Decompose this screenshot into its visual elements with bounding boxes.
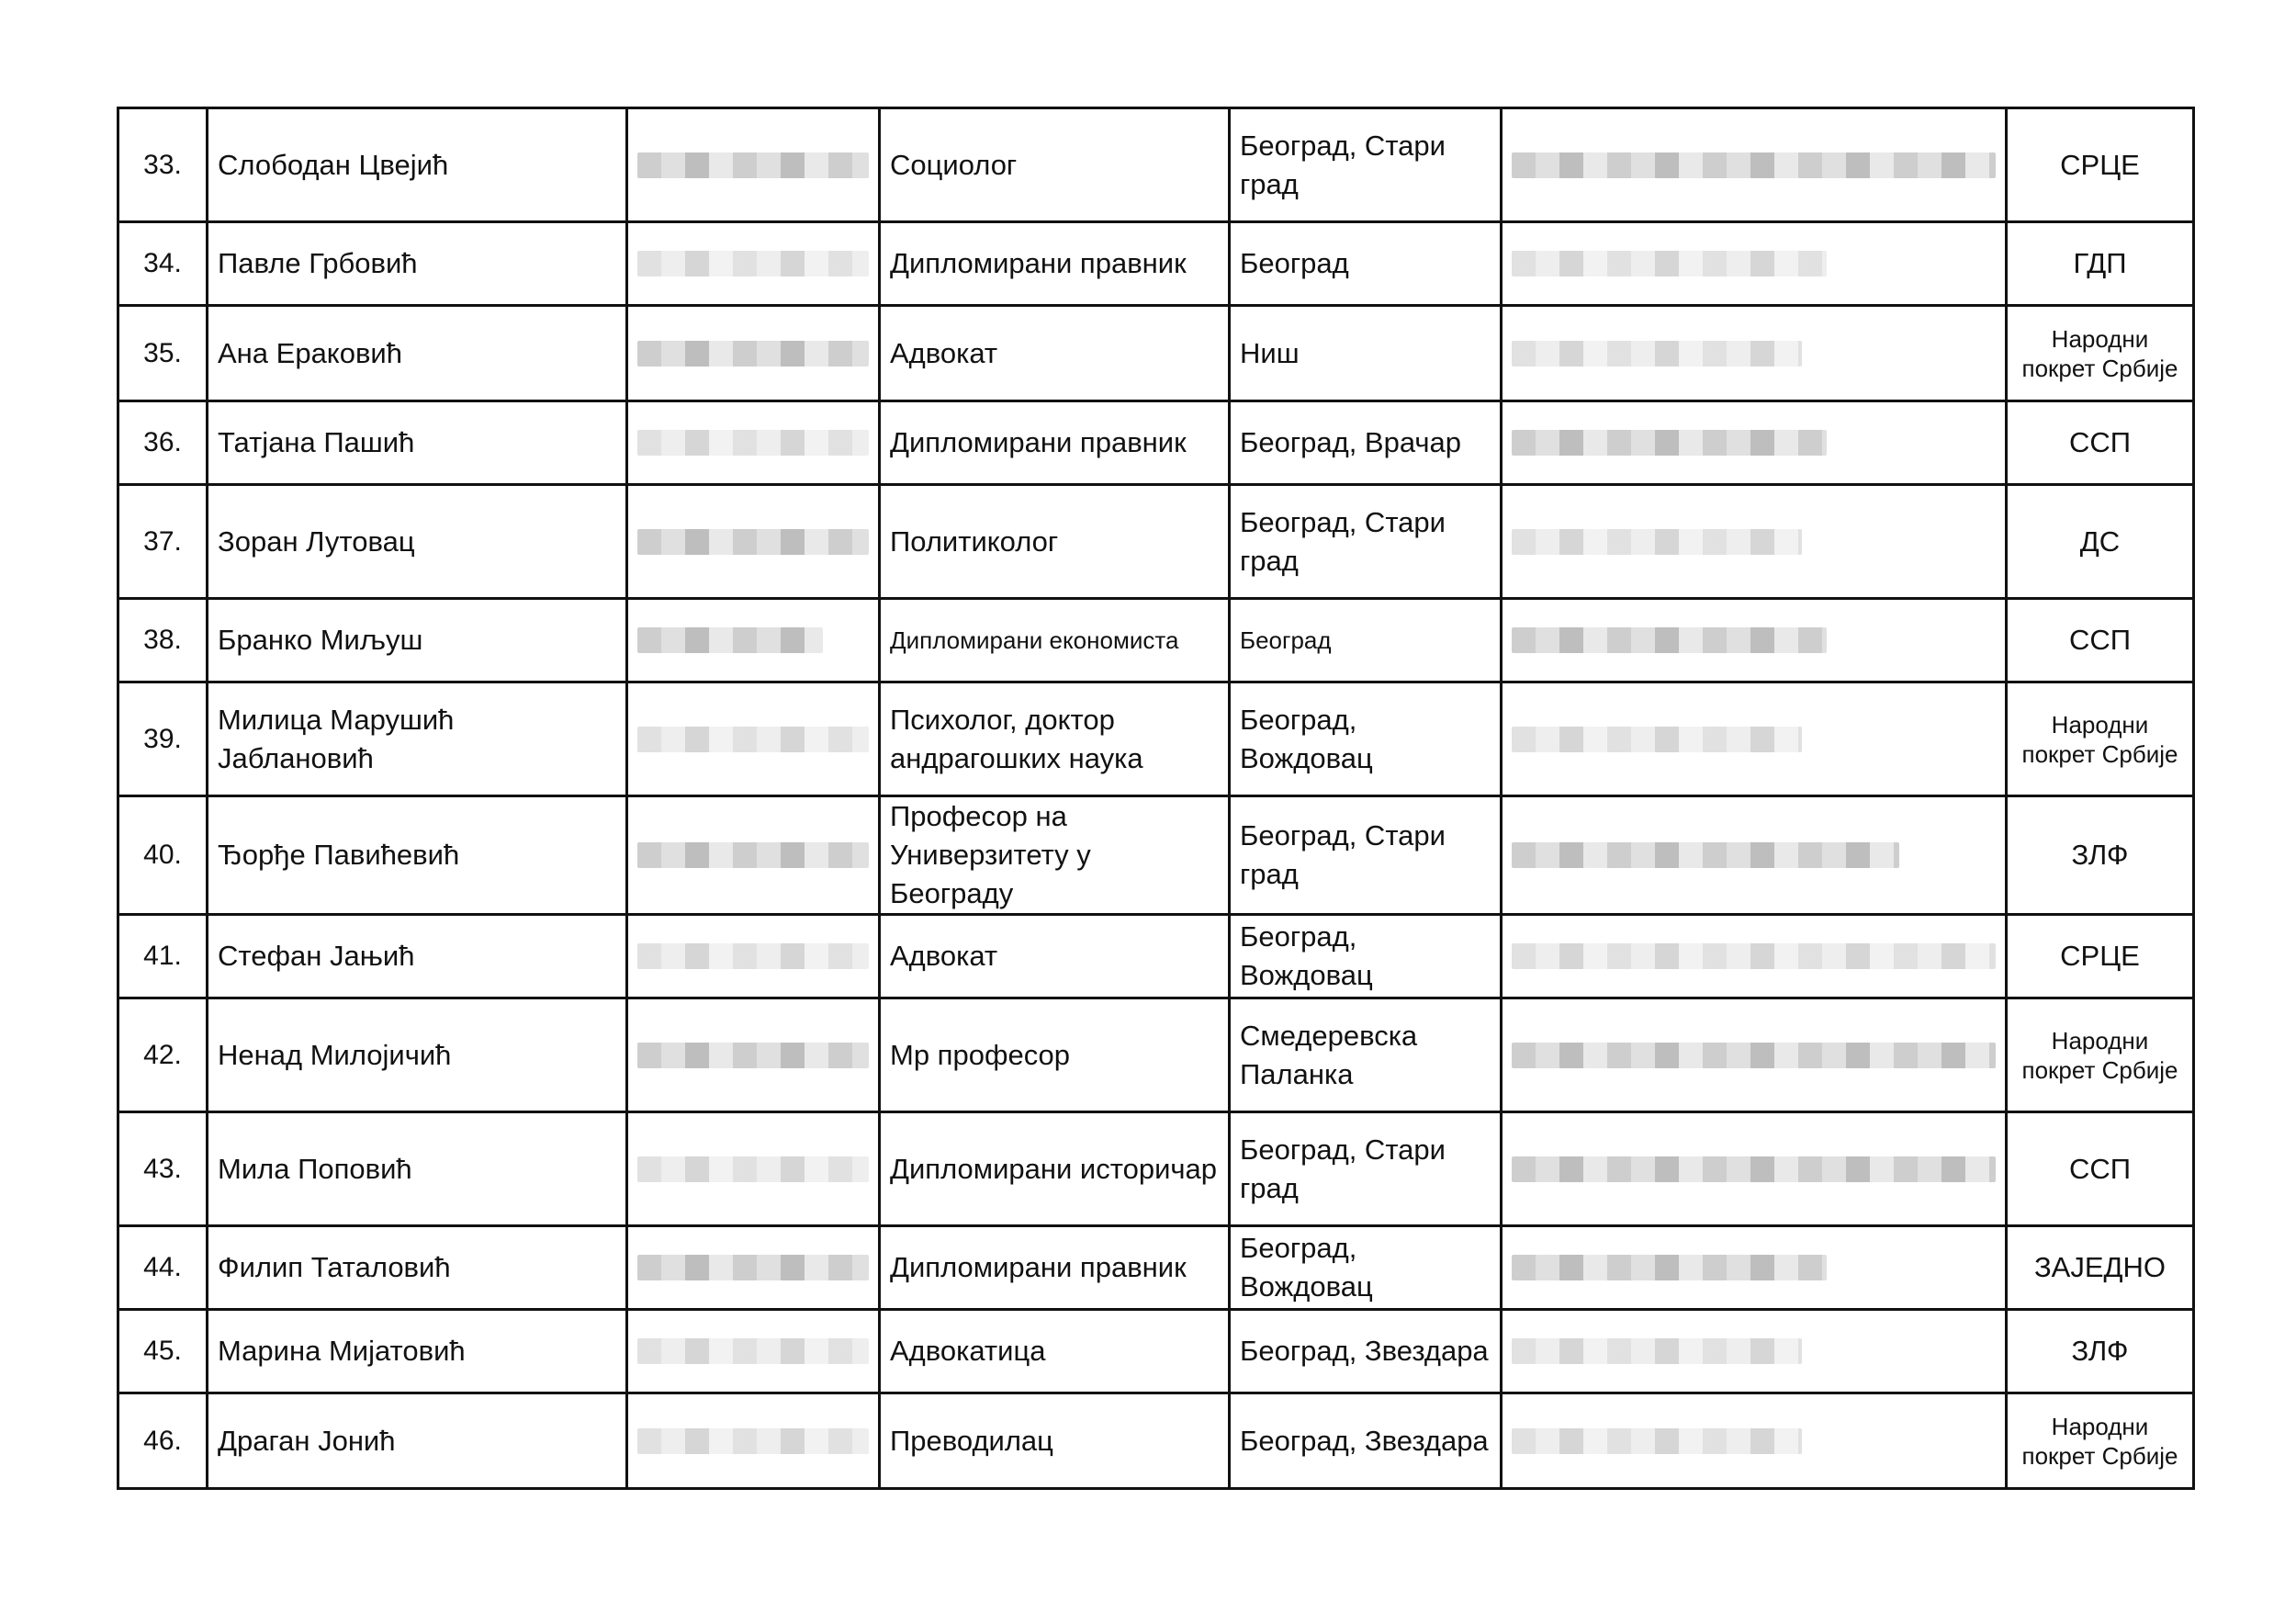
profession: Дипломирани правник	[880, 401, 1230, 485]
table-row	[118, 306, 2194, 401]
row-number: 42.	[118, 998, 208, 1112]
candidate-name: Милица Марушић Јаблановић	[208, 682, 627, 796]
redacted-address	[1502, 108, 2007, 222]
row-number: 34.	[118, 222, 208, 306]
profession: Мр професор	[880, 998, 1230, 1112]
row-number: 36.	[118, 401, 208, 485]
residence: Београд, Звездара	[1230, 1310, 1502, 1393]
party-label: ЗЛФ	[2007, 1310, 2194, 1393]
party-label: Народни покрет Србије	[2007, 1393, 2194, 1489]
residence: Смедеревска Паланка	[1230, 998, 1502, 1112]
profession: Адвокатица	[880, 1310, 1230, 1393]
redacted-address	[1502, 485, 2007, 599]
party-label: ГДП	[2007, 222, 2194, 306]
residence: Београд, Вождовац	[1230, 1226, 1502, 1310]
redacted-address	[1502, 306, 2007, 401]
redacted-address	[1502, 401, 2007, 485]
row-number: 39.	[118, 682, 208, 796]
candidate-name: Филип Таталовић	[208, 1226, 627, 1310]
row-number: 41.	[118, 915, 208, 998]
redacted-date-of-birth	[627, 1226, 880, 1310]
party-label: ЗЛФ	[2007, 796, 2194, 915]
table-row	[118, 485, 2194, 599]
table-row	[118, 108, 2194, 222]
table-row	[118, 599, 2194, 682]
table-row	[118, 1226, 2194, 1310]
party-label: ССП	[2007, 401, 2194, 485]
residence: Београд, Вождовац	[1230, 682, 1502, 796]
redacted-address	[1502, 998, 2007, 1112]
redacted-date-of-birth	[627, 599, 880, 682]
party-label: Народни покрет Србије	[2007, 306, 2194, 401]
profession: Професор на Универзитету у Београду	[880, 796, 1230, 915]
candidate-name: Драган Јонић	[208, 1393, 627, 1489]
redacted-address	[1502, 1112, 2007, 1226]
residence: Београд, Стари град	[1230, 485, 1502, 599]
candidate-name: Ана Ераковић	[208, 306, 627, 401]
candidate-table-body	[118, 108, 2194, 1489]
party-label: ЗАЈЕДНО	[2007, 1226, 2194, 1310]
redacted-address	[1502, 682, 2007, 796]
candidate-name: Ненад Милојичић	[208, 998, 627, 1112]
candidate-name: Слободан Цвејић	[208, 108, 627, 222]
row-number: 46.	[118, 1393, 208, 1489]
row-number: 40.	[118, 796, 208, 915]
party-label: ССП	[2007, 599, 2194, 682]
redacted-date-of-birth	[627, 401, 880, 485]
row-number: 35.	[118, 306, 208, 401]
redacted-date-of-birth	[627, 306, 880, 401]
party-label: СРЦЕ	[2007, 915, 2194, 998]
table-row	[118, 1112, 2194, 1226]
redacted-address	[1502, 1393, 2007, 1489]
profession: Психолог, доктор андрагошких наука	[880, 682, 1230, 796]
table-row	[118, 998, 2194, 1112]
candidate-name: Марина Мијатовић	[208, 1310, 627, 1393]
table-row	[118, 401, 2194, 485]
redacted-date-of-birth	[627, 796, 880, 915]
row-number: 45.	[118, 1310, 208, 1393]
redacted-address	[1502, 1226, 2007, 1310]
profession: Адвокат	[880, 306, 1230, 401]
residence: Београд, Стари град	[1230, 1112, 1502, 1226]
redacted-date-of-birth	[627, 1393, 880, 1489]
candidate-table	[117, 107, 2195, 1490]
redacted-address	[1502, 1310, 2007, 1393]
row-number: 38.	[118, 599, 208, 682]
table-row	[118, 682, 2194, 796]
redacted-date-of-birth	[627, 108, 880, 222]
row-number: 44.	[118, 1226, 208, 1310]
redacted-address	[1502, 796, 2007, 915]
profession: Дипломирани правник	[880, 222, 1230, 306]
profession: Политиколог	[880, 485, 1230, 599]
candidate-name: Зоран Лутовац	[208, 485, 627, 599]
profession: Дипломирани правник	[880, 1226, 1230, 1310]
party-label: ССП	[2007, 1112, 2194, 1226]
candidate-name: Бранко Миљуш	[208, 599, 627, 682]
party-label: Народни покрет Србије	[2007, 998, 2194, 1112]
redacted-date-of-birth	[627, 1112, 880, 1226]
redacted-date-of-birth	[627, 1310, 880, 1393]
residence: Београд, Стари град	[1230, 108, 1502, 222]
candidate-name: Татјана Пашић	[208, 401, 627, 485]
candidate-name: Мила Поповић	[208, 1112, 627, 1226]
profession: Адвокат	[880, 915, 1230, 998]
candidate-name: Стефан Јањић	[208, 915, 627, 998]
profession: Преводилац	[880, 1393, 1230, 1489]
table-row	[118, 915, 2194, 998]
residence: Београд, Врачар	[1230, 401, 1502, 485]
profession: Дипломирани историчар	[880, 1112, 1230, 1226]
redacted-date-of-birth	[627, 485, 880, 599]
redacted-address	[1502, 222, 2007, 306]
table-row	[118, 796, 2194, 915]
row-number: 33.	[118, 108, 208, 222]
redacted-date-of-birth	[627, 998, 880, 1112]
party-label: Народни покрет Србије	[2007, 682, 2194, 796]
residence: Београд, Вождовац	[1230, 915, 1502, 998]
residence: Београд, Звездара	[1230, 1393, 1502, 1489]
party-label: СРЦЕ	[2007, 108, 2194, 222]
table-row	[118, 1310, 2194, 1393]
redacted-date-of-birth	[627, 222, 880, 306]
profession: Дипломирани економиста	[880, 599, 1230, 682]
redacted-address	[1502, 915, 2007, 998]
candidate-name: Павле Грбовић	[208, 222, 627, 306]
table-row	[118, 1393, 2194, 1489]
row-number: 43.	[118, 1112, 208, 1226]
residence: Ниш	[1230, 306, 1502, 401]
redacted-address	[1502, 599, 2007, 682]
row-number: 37.	[118, 485, 208, 599]
redacted-date-of-birth	[627, 915, 880, 998]
redacted-date-of-birth	[627, 682, 880, 796]
party-label: ДС	[2007, 485, 2194, 599]
candidate-name: Ђорђе Павићевић	[208, 796, 627, 915]
table-row	[118, 222, 2194, 306]
residence: Београд, Стари град	[1230, 796, 1502, 915]
profession: Социолог	[880, 108, 1230, 222]
residence: Београд	[1230, 222, 1502, 306]
residence: Београд	[1230, 599, 1502, 682]
